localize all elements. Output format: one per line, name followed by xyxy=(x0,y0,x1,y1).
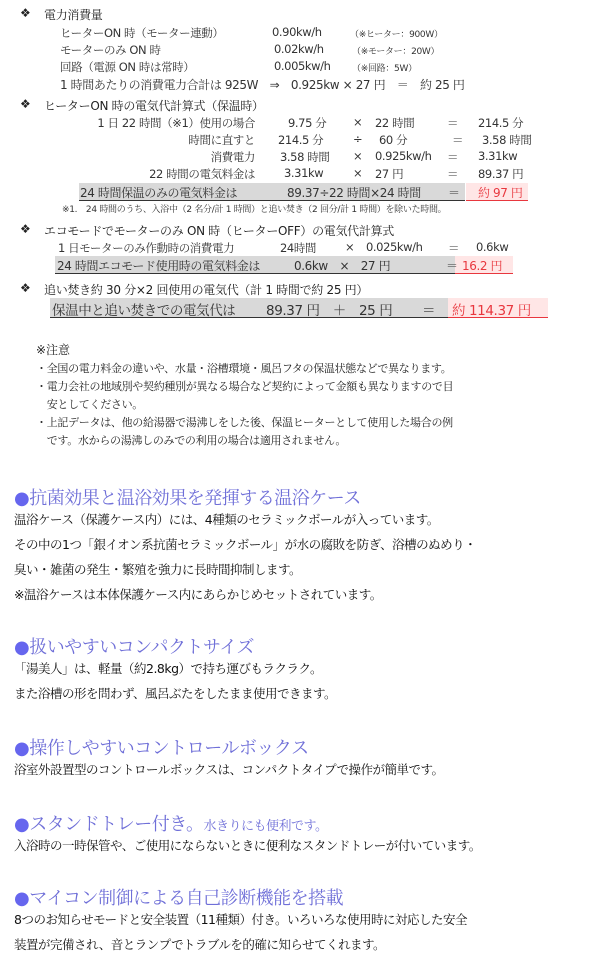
feature-line: また浴槽の形を問わず、風呂ぶたをしたまま使用できます。 xyxy=(14,686,337,701)
calc-b: 60 分 xyxy=(379,133,408,147)
eco-result: 0.6kw xyxy=(476,240,509,254)
heater-calc-table xyxy=(0,115,600,185)
feature-title-text: マイコン制御による自己診断機能を搭載 xyxy=(29,888,344,909)
note-item: 安としてください。 xyxy=(36,398,143,411)
calc-result: 89.37 円 xyxy=(478,167,524,181)
calc-a: 214.5 分 xyxy=(278,133,324,147)
feature-line: 入浴時の一時保管や、ご使用にならないときに便利なスタンドトレーが付いています。 xyxy=(14,838,481,853)
diamond-icon: ❖ xyxy=(20,281,31,295)
calc-op: × xyxy=(353,166,363,180)
eco-op: × xyxy=(345,240,355,254)
feature-line: 浴室外設置型のコントロールボックスは、コンパクトタイプで操作が簡単です。 xyxy=(14,762,444,777)
calc-op: ÷ xyxy=(353,132,363,146)
row-note: （※モーター：20W） xyxy=(352,47,440,57)
bullet-icon: ● xyxy=(14,814,30,835)
feature-line: 温浴ケース（保護ケース内）には、4種類のセラミックボールが入っています。 xyxy=(14,512,439,527)
feature-title-microcomputer xyxy=(14,884,343,910)
calc-op: × xyxy=(353,115,363,129)
calc-a: 9.75 分 xyxy=(288,116,327,130)
feature-title-antibacterial xyxy=(14,484,361,510)
bullet-icon: ● xyxy=(14,738,30,759)
calc-eq: ＝ xyxy=(447,167,459,181)
section-title-heater: ヒーターON 時の電気代計算式（保温時） xyxy=(44,99,264,113)
feature-line: 臭い・雑菌の発生・繁殖を強力に長時間抑制します。 xyxy=(14,562,302,577)
note-item: ・上記データは、他の給湯器で湯沸しをした後、保温ヒーターとして使用した場合の例 xyxy=(36,416,453,429)
feature-line: ※温浴ケースは本体保護ケース内にあらかじめセットされています。 xyxy=(14,587,382,602)
calc-label: 消費電力 xyxy=(210,150,255,164)
calc-label: 1 日 22 時間（※1）使用の場合 xyxy=(97,116,255,130)
row-value: 0.02kw/h xyxy=(274,42,324,56)
eco-highlight-label: 24 時間エコモード使用時の電気料金は xyxy=(57,259,261,273)
calc-label: 22 時間の電気料金は xyxy=(149,167,255,181)
reheat-highlight-label: 保温中と追い焚きでの電気代は xyxy=(52,303,236,319)
section-title-eco: エコモードでモーターのみ ON 時（ヒーターOFF）の電気代計算式 xyxy=(44,224,394,238)
calc-eq: ＝ xyxy=(447,116,459,130)
row-value: 0.005kw/h xyxy=(274,59,331,73)
section-title-power: 電力消費量 xyxy=(44,8,103,22)
highlight-label: 24 時間保温のみの電気料金は xyxy=(80,186,238,200)
feature-title-compact xyxy=(14,633,254,659)
reheat-highlight-formula: 89.37 円 ＋ 25 円 xyxy=(266,303,393,319)
calc-b: 22 時間 xyxy=(375,116,415,130)
row-note: （※回路：5W） xyxy=(352,64,417,74)
calc-a: 3.58 時間 xyxy=(280,150,330,164)
calc-result: 3.31kw xyxy=(478,149,518,163)
feature-title-text: 操作しやすいコントロールボックス xyxy=(29,738,309,759)
row-note: （※ヒーター：900W） xyxy=(350,30,443,40)
power-total: 1 時間あたりの消費電力合計は 925W ⇒ 0.925kw × 27 円 ＝ 約 25 円 xyxy=(60,78,465,92)
eco-highlight-result: 16.2 円 xyxy=(462,259,503,273)
diamond-icon: ❖ xyxy=(20,222,31,236)
eco-eq: ＝ xyxy=(448,241,460,255)
highlight-formula: 89.37÷22 時間×24 時間 xyxy=(287,186,421,200)
row-label: モーターのみ ON 時 xyxy=(60,43,161,57)
section-title-reheat: 追い焚き約 30 分×2 回使用の電気代（計 1 時間で約 25 円） xyxy=(44,283,369,297)
feature-line: その中の1つ「銀イオン系抗菌セラミックボール」が水の腐敗を防ぎ、浴槽のぬめり・ xyxy=(14,537,477,552)
feature-line: 「湯美人」は、軽量（約2.8kg）で持ち運びもラクラク。 xyxy=(14,661,323,676)
calc-op: × xyxy=(353,149,363,163)
feature-line: 装置が完備され、音とランプでトラブルを的確に知らせてくれます。 xyxy=(14,937,386,952)
note-item: ・電力会社の地域別や契約種別が異なる場合など契約によって金額も異なりますので目 xyxy=(36,380,454,393)
row-value: 0.90kw/h xyxy=(272,25,322,39)
calc-b: 27 円 xyxy=(375,167,404,181)
calc-b: 0.925kw/h xyxy=(375,149,432,163)
feature-title-subtext: 水きりにも便利です。 xyxy=(203,819,328,834)
feature-title-text: スタンドトレー付き。 xyxy=(29,814,204,835)
diamond-icon: ❖ xyxy=(20,6,31,20)
calc-eq: ＝ xyxy=(447,150,459,164)
calc-eq: ＝ xyxy=(452,133,464,147)
calc-label: 時間に直すと xyxy=(188,133,255,147)
row-label: 回路（電源 ON 時は常時） xyxy=(60,60,195,74)
note-item: ・全国の電力料金の違いや、水量・浴槽環境・風呂フタの保温状態などで異なります。 xyxy=(36,362,452,375)
eco-highlight-eq: ＝ xyxy=(446,259,458,273)
highlight-result: 約 97 円 xyxy=(478,186,523,200)
calc-a: 3.31kw xyxy=(284,166,324,180)
notes-title: ※注意 xyxy=(36,343,71,357)
eco-highlight-formula: 0.6kw × 27 円 xyxy=(294,259,391,273)
diamond-icon: ❖ xyxy=(20,97,31,111)
note-item: です。水からの湯沸しのみでの利用の場合は適用されません。 xyxy=(36,434,347,447)
feature-line: 8つのお知らせモードと安全装置（11種類）付き。いろいろな使用時に対応した安全 xyxy=(14,912,467,927)
reheat-highlight-eq: ＝ xyxy=(422,303,436,319)
row-label: ヒーターON 時（モーター連動） xyxy=(60,26,224,40)
feature-title-stand-tray xyxy=(14,810,327,836)
eco-a: 24時間 xyxy=(280,241,317,255)
highlight-eq: ＝ xyxy=(448,186,460,200)
calc-result: 3.58 時間 xyxy=(482,133,532,147)
calc-result: 214.5 分 xyxy=(478,116,524,130)
eco-b: 0.025kw/h xyxy=(366,240,423,254)
eco-label: 1 日モーターのみ作動時の消費電力 xyxy=(58,241,235,255)
bullet-icon: ● xyxy=(14,488,30,509)
feature-title-text: 扱いやすいコンパクトサイズ xyxy=(29,637,255,658)
bullet-icon: ● xyxy=(14,637,30,658)
footnote: ※1. 24 時間のうち、入浴中（2 名分/計 1 時間）と追い焚き（2 回分/計 1 時間）を除いた時間。 xyxy=(62,205,447,215)
bullet-icon: ● xyxy=(14,888,30,909)
feature-title-control-box xyxy=(14,734,309,760)
feature-title-text: 抗菌効果と温浴効果を発揮する温浴ケース xyxy=(29,488,361,509)
reheat-highlight-result: 約 114.37 円 xyxy=(452,303,531,319)
